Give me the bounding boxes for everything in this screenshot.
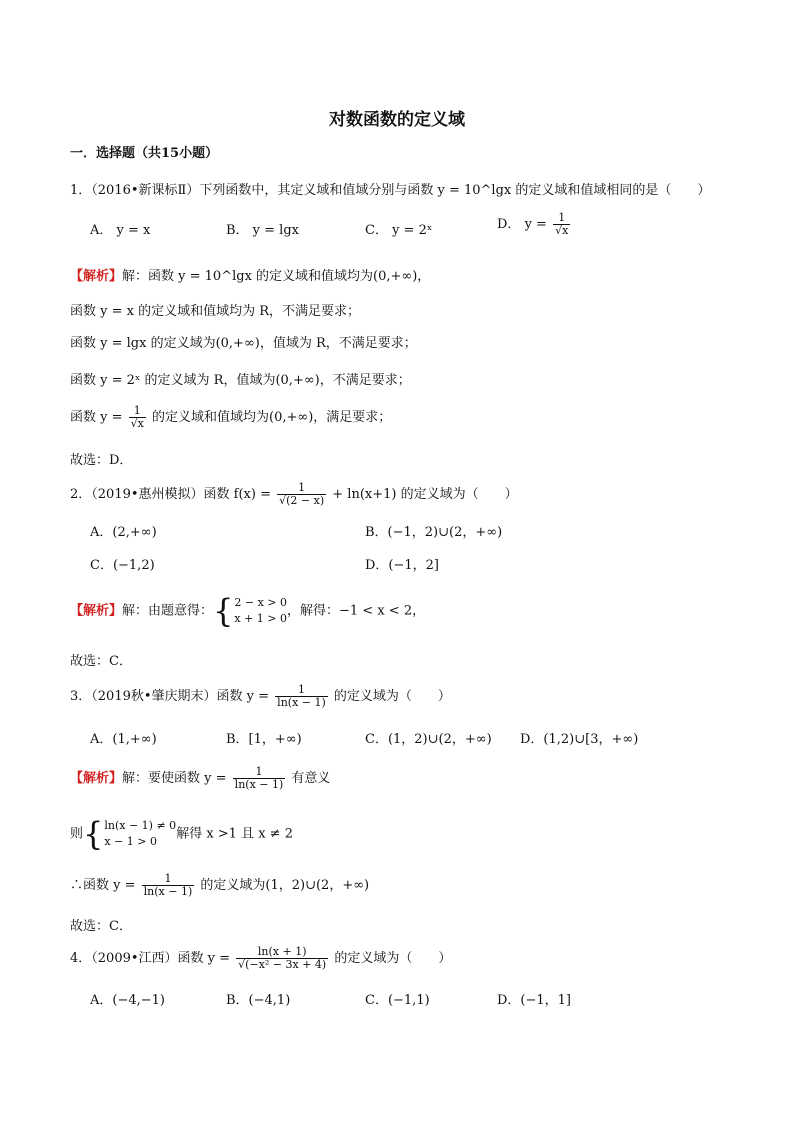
q1-solution-line-1: 【解析】解：函数 y = 10^lgx 的定义域和值域均为(0,+∞)， <box>70 269 431 284</box>
q2-option-d: D．(−1，2] <box>365 558 440 573</box>
q1-option-a: A． y = x <box>90 223 151 238</box>
q1-option-d-lhs: y = <box>524 217 547 232</box>
q3-stem-fraction: $\frac{1}{\ln(x - 1)}$ <box>277 683 326 709</box>
section-heading: 一．选择题（共15小题） <box>70 146 219 161</box>
q4-stem: 4．（2009•江西）函数 y = $\frac{\ln(x + 1)}{\text{√(−x² − 3x + 4)}}$ 的定义域为（ ） <box>70 945 452 971</box>
q4-option-a: A．(−4,−1) <box>90 993 165 1008</box>
q1-option-c: C． y = 2ˣ <box>365 223 433 238</box>
q2-option-a: A．(2,+∞) <box>90 525 157 540</box>
analysis-tag: 【解析】 <box>70 603 123 619</box>
q3-solution-fraction-1: $\frac{1}{\ln(x - 1)}$ <box>234 765 284 791</box>
q2-option-c: C．(−1,2) <box>90 558 155 573</box>
q1-solution-line-5: 函数 y = $\frac{1}{√x}$ 的定义域和值域均为(0,+∞)，满足要求； <box>70 404 392 430</box>
q2-answer: 故选：C． <box>70 654 132 669</box>
q1-option-d-fraction: $\frac{1}{√x}$ <box>555 211 569 237</box>
analysis-tag: 【解析】 <box>70 269 123 284</box>
q3-inequality-system: ln(x − 1) ≠ 0 x − 1 > 0 <box>104 819 177 848</box>
q3-option-d: D．(1,2)∪[3，+∞) <box>520 732 639 747</box>
analysis-tag: 【解析】 <box>70 771 123 786</box>
q2-solution: 【解析】解：由题意得：{ 2 − x > 0 x + 1 > 0 ，解得：−1 < x < 2， <box>70 592 426 630</box>
q1-solution-line-3: 函数 y = lgx 的定义域为(0,+∞)，值域为 R，不满足要求； <box>70 336 417 351</box>
page-title: 对数函数的定义域 <box>329 110 465 130</box>
system-brace: { <box>213 592 234 630</box>
q1-solution-fraction: $\frac{1}{√x}$ <box>130 404 144 430</box>
q1-answer: 故选：D． <box>70 453 133 468</box>
q3-option-c: C．(1，2)∪(2，+∞) <box>365 732 492 747</box>
q2-option-b: B．(−1，2)∪(2，+∞) <box>365 525 503 540</box>
q1-stem: 1．（2016•新课标Ⅱ）下列函数中，其定义域和值域分别与函数 y = 10^lgx 的定义域和值域相同的是（ ） <box>70 183 711 198</box>
q4-option-c: C．(−1,1) <box>365 993 430 1008</box>
q3-solution-fraction-2: $\frac{1}{\ln(x - 1)}$ <box>143 872 193 898</box>
q1-option-d <box>497 212 572 237</box>
q2-stem-fraction: $\frac{1}{√(2 - x)}$ <box>279 481 325 507</box>
q3-stem: 3．（2019秋•肇庆期末）函数 y = $\frac{1}{\ln(x - 1)}$ 的定义域为（ ） <box>70 683 451 709</box>
q3-solution-line-3: ∴函数 y = $\frac{1}{\ln(x - 1)}$ 的定义域为(1，2)∪(2，+∞) <box>70 872 370 898</box>
q4-stem-fraction: $\frac{\ln(x + 1)}{\text{√(−x² − 3x + 4)}}$ <box>238 945 327 971</box>
q3-solution-line-1: 【解析】解：要使函数 y = $\frac{1}{\ln(x - 1)}$ 有意义 <box>70 765 331 791</box>
q1-option-b: B． y = lgx <box>226 223 299 238</box>
q1-solution-line-4: 函数 y = 2ˣ 的定义域为 R，值域为(0,+∞)，不满足要求； <box>70 373 411 388</box>
q3-option-b: B．[1，+∞) <box>226 732 302 747</box>
system-brace: { <box>83 815 104 853</box>
q1-solution-line-2: 函数 y = x 的定义域和值域均为 R，不满足要求； <box>70 304 361 319</box>
q2-stem: 2．（2019•惠州模拟）函数 f(x) = $\frac{1}{√(2 - x)}$ + ln(x+1) 的定义域为（ ） <box>70 481 518 507</box>
q1-option-d-prefix: D． <box>497 217 521 232</box>
q4-option-d: D．(−1，1] <box>497 993 572 1008</box>
q4-option-b: B．(−4,1) <box>226 993 291 1008</box>
q3-option-a: A．(1,+∞) <box>90 732 157 747</box>
q2-inequality-system: 2 − x > 0 x + 1 > 0 <box>234 596 288 625</box>
q3-solution-line-2: 则{ ln(x − 1) ≠ 0 x − 1 > 0 解得 x >1 且 x ≠ 2 <box>70 815 293 853</box>
q3-answer: 故选：C． <box>70 919 132 934</box>
